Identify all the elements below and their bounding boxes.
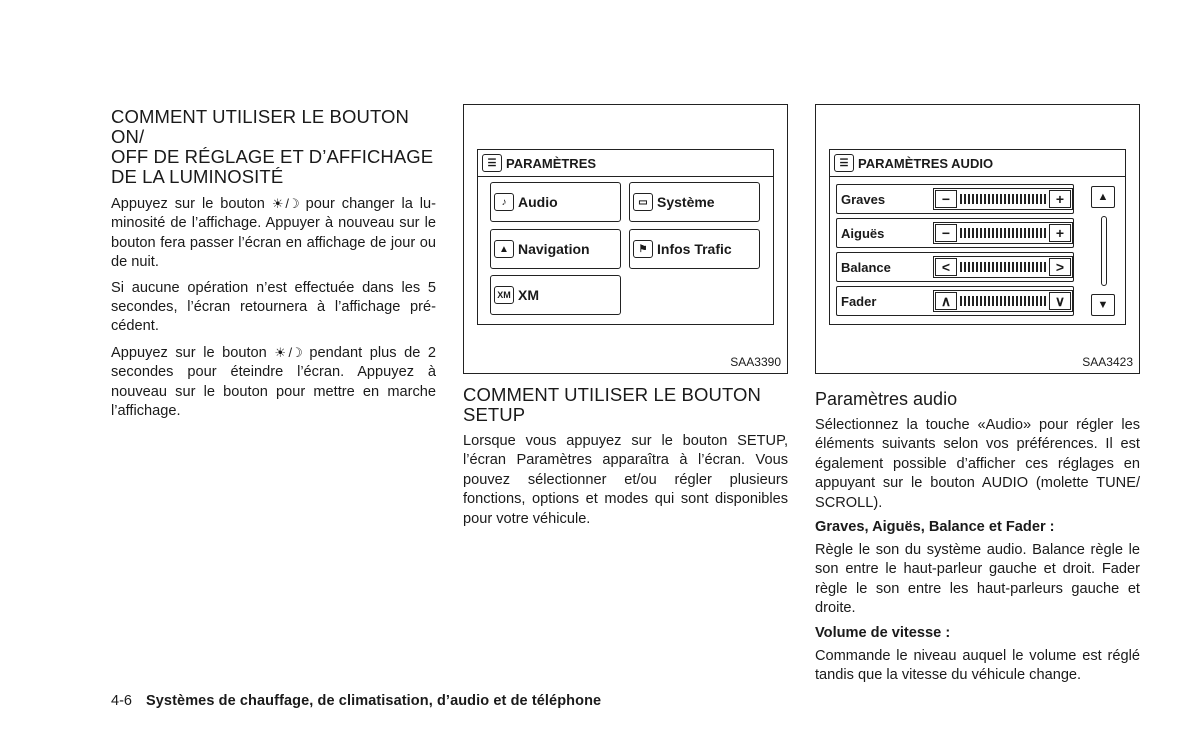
- settings-screen: [477, 149, 774, 325]
- bold-heading-controls: Graves, Aiguës, Balance et Fader :: [815, 519, 1055, 536]
- audio-button-label: Audio: [518, 194, 558, 210]
- figure-audio-settings-screen: [815, 104, 1140, 374]
- balance-slider[interactable]: [933, 256, 1073, 278]
- fader-slider[interactable]: [933, 290, 1073, 312]
- text-part: Appuyez sur le bouton: [111, 196, 265, 212]
- right-button[interactable]: >: [1049, 258, 1071, 276]
- page-footer: [111, 693, 601, 709]
- brightness-day-night-icon: ☀/☽: [274, 344, 302, 360]
- xm-button-label: XM: [518, 287, 539, 303]
- traffic-icon: ⚑: [633, 240, 653, 258]
- screen-title-bar: [478, 150, 773, 177]
- scrollbar[interactable]: [1091, 186, 1117, 320]
- system-button-label: Système: [657, 194, 715, 210]
- setting-row-bass[interactable]: [836, 184, 1074, 214]
- left-column: [111, 107, 436, 427]
- navigation-icon: ▲: [494, 240, 514, 258]
- scroll-up-icon[interactable]: ▲: [1091, 186, 1115, 208]
- level-bar: [960, 296, 1046, 306]
- navigation-button-label: Navigation: [518, 241, 590, 257]
- middle-column: [463, 385, 788, 535]
- setting-row-fader[interactable]: [836, 286, 1074, 316]
- row-label: Graves: [841, 191, 886, 207]
- xm-button[interactable]: [490, 275, 621, 315]
- bass-slider[interactable]: [933, 188, 1073, 210]
- text-part: Appuyez sur le bouton: [111, 344, 267, 361]
- figure-settings-screen: [463, 104, 788, 374]
- page-number: 4-6: [111, 693, 132, 709]
- scroll-track[interactable]: [1101, 216, 1107, 286]
- paragraph-audio-2: Règle le son du système audio. Balance règle le son entre le haut-parleur gauche et droit. Fader règle le son entre les haut-parleurs gauche et droite.: [815, 542, 1140, 617]
- setting-row-balance[interactable]: [836, 252, 1074, 282]
- paragraph-setup: Lorsque vous appuyez sur le bouton SETUP, l’écran Paramètres apparaîtra à l’écran. Vous pouvez sélectionner et/ou régler plusieurs fonctions, options et modes qui sont disponibles pour votre véhicule.: [463, 433, 788, 527]
- paragraph-audio-1: Sélectionnez la touche «Audio» pour régler les éléments suivants selon vos préférences. Il est également possible d’afficher ces réglages en appuyant sur le bouton AUDIO (molette TUNE/ SCROLL).: [815, 417, 1140, 511]
- front-button[interactable]: ∧: [935, 292, 957, 310]
- bold-heading-speed-volume: Volume de vitesse :: [815, 624, 951, 641]
- navigation-button[interactable]: [490, 229, 621, 269]
- traffic-info-button[interactable]: [629, 229, 760, 269]
- chapter-title: Systèmes de chauffage, de climatisation, d’audio et de téléphone: [146, 693, 602, 709]
- increase-button[interactable]: +: [1049, 224, 1071, 242]
- right-column: [815, 389, 1140, 691]
- music-note-icon: ♪: [494, 193, 514, 211]
- monitor-icon: ▭: [633, 193, 653, 211]
- paragraph-brightness-3: [111, 343, 436, 422]
- scroll-down-icon[interactable]: ▼: [1091, 294, 1115, 316]
- text-part: pour changer la lu-minosité de l’affichage. Appuyer à nouveau sur le bouton fera passer l’écran en affichage de jour ou de nuit.: [111, 196, 436, 271]
- section-heading-setup: COMMENT UTILISER LE BOUTON SETUP: [463, 384, 761, 425]
- left-button[interactable]: <: [935, 258, 957, 276]
- audio-button[interactable]: [490, 182, 621, 222]
- increase-button[interactable]: +: [1049, 190, 1071, 208]
- level-bar: [960, 262, 1046, 272]
- paragraph-brightness-2: Si aucune opération n’est effectuée dans les 5 secondes, l’écran retournera à l’affichage pré-cédent.: [111, 279, 436, 335]
- setting-row-treble[interactable]: [836, 218, 1074, 248]
- screen-title-bar: [830, 150, 1125, 177]
- settings-icon: ☰: [482, 154, 502, 172]
- decrease-button[interactable]: −: [935, 224, 957, 242]
- level-bar: [960, 228, 1046, 238]
- section-heading-brightness: COMMENT UTILISER LE BOUTON ON/ OFF DE RÉGLAGE ET D’AFFICHAGE DE LA LUMINOSITÉ: [111, 106, 434, 187]
- figure-code: SAA3390: [730, 355, 781, 369]
- settings-icon: ☰: [834, 154, 854, 172]
- level-bar: [960, 194, 1046, 204]
- row-label: Fader: [841, 293, 877, 309]
- paragraph-brightness-1: [111, 194, 436, 273]
- subheading-audio-settings: Paramètres audio: [815, 389, 958, 409]
- system-button[interactable]: [629, 182, 760, 222]
- traffic-info-button-label: Infos Trafic: [657, 241, 732, 257]
- row-label: Aiguës: [841, 225, 885, 241]
- row-label: Balance: [841, 259, 891, 275]
- treble-slider[interactable]: [933, 222, 1073, 244]
- brightness-day-night-icon: ☀/☽: [271, 196, 299, 211]
- decrease-button[interactable]: −: [935, 190, 957, 208]
- xm-icon: XM: [494, 286, 514, 304]
- screen-title: PARAMÈTRES AUDIO: [858, 155, 994, 171]
- screen-title: PARAMÈTRES: [506, 155, 597, 171]
- paragraph-audio-3: Commande le niveau auquel le volume est réglé tandis que la vitesse du véhicule change.: [815, 647, 1140, 684]
- figure-code: SAA3423: [1082, 355, 1133, 369]
- audio-settings-screen: [829, 149, 1126, 325]
- text-part: pendant plus de 2 secondes pour éteindre l’écran. Appuyez à nouveau sur le bouton pour mettre en marche l’affichage.: [111, 344, 437, 420]
- rear-button[interactable]: ∨: [1049, 292, 1071, 310]
